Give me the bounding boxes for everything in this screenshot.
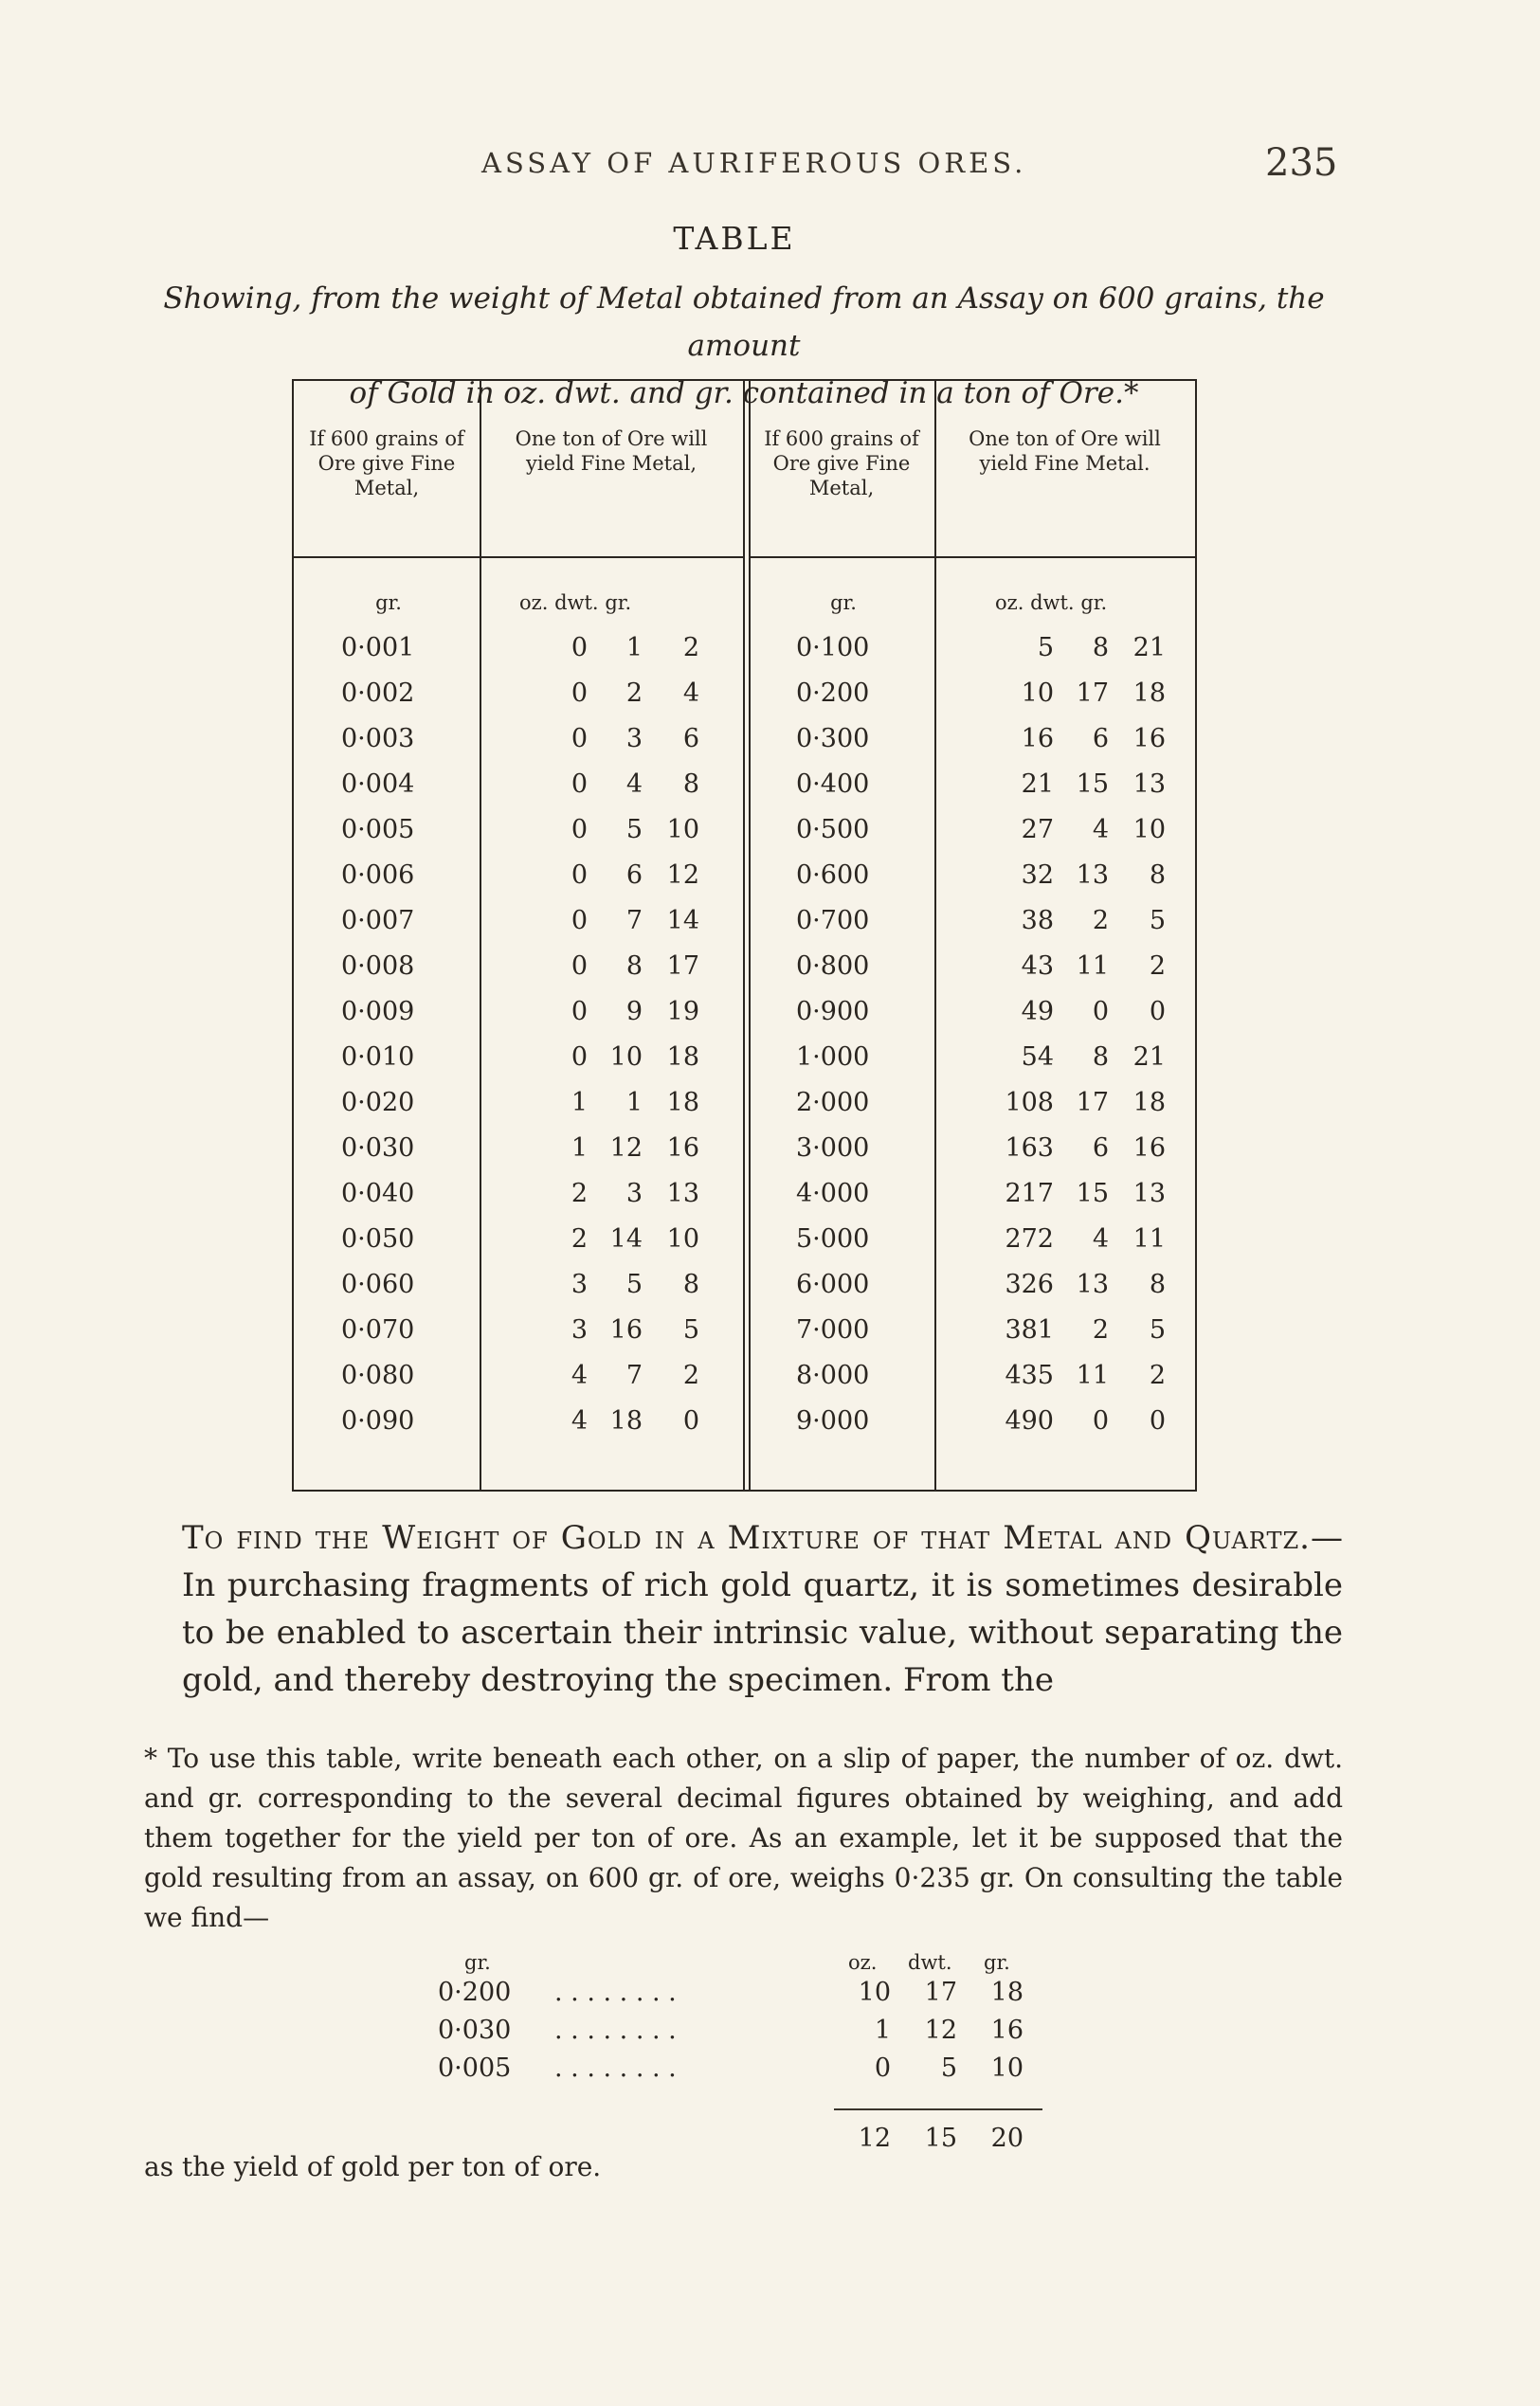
table-cell-gr: 18 (666, 1088, 699, 1117)
right-metal-column (796, 625, 891, 1444)
table-cell-oz: 54 (1021, 1042, 1054, 1072)
table-cell-metal: 0·009 (341, 997, 415, 1026)
table-cell-dwt: 11 (1076, 951, 1109, 981)
table-cell-dwt: 6 (1092, 1133, 1109, 1163)
table-cell-oz: 21 (1021, 769, 1054, 799)
table-cell-gr: 16 (666, 1133, 699, 1163)
total-gr: 20 (990, 2124, 1024, 2153)
table-cell-metal: 0·600 (796, 860, 870, 890)
table-cell-dwt: 5 (625, 815, 643, 844)
table-cell-gr: 10 (666, 1224, 699, 1254)
table-row-yield (510, 1080, 699, 1126)
table-cell-metal: 0·008 (341, 951, 415, 981)
example-metal: 0·005 (438, 2053, 512, 2083)
table-row-yield (976, 1399, 1166, 1444)
table-cell-dwt: 5 (625, 1270, 643, 1299)
table-cell-oz: 27 (1021, 815, 1054, 844)
table-cell-metal: 0·200 (796, 678, 870, 708)
table-cell-oz: 0 (571, 1042, 588, 1072)
header-right-yield: One ton of Ore will yield Fine Metal. (969, 427, 1161, 475)
table-cell-dwt: 14 (609, 1224, 643, 1254)
table-cell-gr: 21 (1132, 633, 1166, 662)
example-unit-gr: gr. (464, 1951, 491, 1974)
unit-grains: gr. (375, 591, 402, 614)
unit-oz-dwt-gr: oz. dwt. gr. (995, 591, 1108, 614)
example-dwt: 5 (940, 2053, 957, 2083)
table-cell-metal: 0·005 (341, 815, 415, 844)
table-row-yield (510, 1399, 699, 1444)
table-cell-oz: 163 (1005, 1133, 1054, 1163)
table-cell-metal: 0·300 (796, 724, 870, 753)
example-metal: 0·200 (438, 1978, 512, 2007)
table-cell-oz: 3 (571, 1315, 588, 1345)
table-cell-dwt: 4 (1092, 1224, 1109, 1254)
table-cell-dwt: 2 (1092, 906, 1109, 935)
table-row-yield (510, 1126, 699, 1171)
unit-oz-dwt-gr: oz. dwt. gr. (519, 591, 632, 614)
table-cell-dwt: 13 (1076, 860, 1109, 890)
table-cell-dwt: 3 (625, 724, 643, 753)
table-cell-metal: 7·000 (796, 1315, 870, 1345)
table-cell-oz: 0 (571, 951, 588, 981)
table-row-yield (510, 989, 699, 1035)
table-cell-oz: 0 (571, 906, 588, 935)
table-row-yield (510, 944, 699, 989)
table-cell-oz: 2 (571, 1224, 588, 1254)
table-cell-metal: 0·001 (341, 633, 415, 662)
table-cell-gr: 4 (682, 678, 699, 708)
running-title: ASSAY OF AURIFEROUS ORES. (481, 147, 1027, 179)
table-cell-dwt: 3 (625, 1179, 643, 1208)
table-cell-oz: 49 (1021, 997, 1054, 1026)
table-row-yield (976, 1308, 1166, 1353)
table-cell-gr: 18 (666, 1042, 699, 1072)
example-dwt: 17 (924, 1978, 957, 2007)
table-cell-gr: 12 (666, 860, 699, 890)
table-cell-dwt: 10 (609, 1042, 643, 1072)
table-cell-metal: 2·000 (796, 1088, 870, 1117)
table-cell-metal: 0·100 (796, 633, 870, 662)
table-cell-dwt: 7 (625, 1361, 643, 1390)
section-heading: To find the Weight of Gold in a Mixture of that Metal and Quartz. (182, 1519, 1311, 1557)
table-cell-oz: 38 (1021, 906, 1054, 935)
example-metal: 0·030 (438, 2016, 512, 2045)
table-cell-oz: 4 (571, 1361, 588, 1390)
table-cell-metal: 0·003 (341, 724, 415, 753)
table-row-yield (976, 1353, 1166, 1399)
table-cell-dwt: 13 (1076, 1270, 1109, 1299)
table-cell-metal: 4·000 (796, 1179, 870, 1208)
table-cell-dwt: 0 (1092, 1406, 1109, 1436)
table-cell-oz: 0 (571, 633, 588, 662)
table-cell-metal: 0·080 (341, 1361, 415, 1390)
table-cell-gr: 13 (1132, 1179, 1166, 1208)
table-cell-dwt: 8 (625, 951, 643, 981)
table-cell-metal: 0·020 (341, 1088, 415, 1117)
table-cell-gr: 21 (1132, 1042, 1166, 1072)
page-number: 235 (1265, 141, 1338, 185)
table-cell-oz: 10 (1021, 678, 1054, 708)
table-row-yield (976, 625, 1166, 671)
table-row-yield (510, 671, 699, 716)
table-cell-gr: 0 (1149, 1406, 1166, 1436)
table-cell-metal: 0·800 (796, 951, 870, 981)
table-cell-oz: 0 (571, 678, 588, 708)
paragraph-text: —In purchasing fragments of rich gold quartz, it is sometimes desirable to be enabled to ascertain their intrinsic value, without separating the gold, and thereby destroying the specimen. From the (182, 1519, 1343, 1699)
table-cell-oz: 381 (1005, 1315, 1054, 1345)
total-dwt: 15 (924, 2124, 957, 2153)
table-row-yield (510, 898, 699, 944)
table-row-yield (976, 1217, 1166, 1262)
table-row-yield (510, 625, 699, 671)
table-row-yield (976, 716, 1166, 762)
example-dots: . . . . . . . . (554, 1978, 677, 2007)
table-cell-dwt: 6 (1092, 724, 1109, 753)
table-cell-gr: 2 (1149, 1361, 1166, 1390)
table-cell-oz: 43 (1021, 951, 1054, 981)
table-cell-oz: 2 (571, 1179, 588, 1208)
table-cell-metal: 0·006 (341, 860, 415, 890)
table-cell-metal: 6·000 (796, 1270, 870, 1299)
example-dots: . . . . . . . . (554, 2016, 677, 2045)
table-cell-oz: 3 (571, 1270, 588, 1299)
table-cell-dwt: 0 (1092, 997, 1109, 1026)
table-row-yield (976, 1035, 1166, 1080)
table-row-yield (510, 1353, 699, 1399)
table-title: TABLE (673, 220, 796, 257)
header-rule (294, 556, 743, 558)
column-divider (743, 381, 745, 1490)
page-header (0, 141, 1540, 185)
table-row-yield (976, 807, 1166, 853)
table-cell-oz: 108 (1005, 1088, 1054, 1117)
table-cell-oz: 4 (571, 1406, 588, 1436)
table-cell-dwt: 4 (1092, 815, 1109, 844)
table-cell-dwt: 16 (609, 1315, 643, 1345)
body-paragraph (182, 1514, 1343, 1704)
table-cell-dwt: 18 (609, 1406, 643, 1436)
table-cell-oz: 0 (571, 860, 588, 890)
table-cell-dwt: 15 (1076, 1179, 1109, 1208)
table-row-yield (976, 1171, 1166, 1217)
column-divider (934, 381, 936, 1490)
table-cell-dwt: 6 (625, 860, 643, 890)
table-row-yield (510, 762, 699, 807)
table-row-yield (976, 898, 1166, 944)
table-cell-gr: 5 (682, 1315, 699, 1345)
header-right-metal: If 600 grains of Ore give Fine Metal, (764, 427, 919, 499)
example-dwt: 12 (924, 2016, 957, 2045)
table-cell-oz: 0 (571, 997, 588, 1026)
table-cell-metal: 0·900 (796, 997, 870, 1026)
table-cell-gr: 2 (682, 633, 699, 662)
table-cell-dwt: 7 (625, 906, 643, 935)
table-cell-gr: 2 (682, 1361, 699, 1390)
footnote: * To use this table, write beneath each other, on a slip of paper, the number of oz. dwt. and gr. corresponding to the several decimal figures obtained by weighing, and add them together for the yield per ton of ore. As an example, let it be supposed that the gold resulting from an assay, on 600 gr. of ore, weighs 0·235 gr. On consulting the table we find— (144, 1743, 1343, 1933)
table-cell-dwt: 8 (1092, 633, 1109, 662)
total-oz: 12 (858, 2124, 891, 2153)
table-cell-oz: 32 (1021, 860, 1054, 890)
table-cell-metal: 0·002 (341, 678, 415, 708)
table-cell-oz: 1 (571, 1088, 588, 1117)
caption-line-1: Showing, from the weight of Metal obtained from an Assay on 600 grains, the amount (163, 281, 1325, 363)
table-row-yield (976, 1262, 1166, 1308)
table-cell-oz: 490 (1005, 1406, 1054, 1436)
table-row-yield (976, 762, 1166, 807)
left-metal-column (341, 625, 436, 1444)
example-unit-gr2: gr. (984, 1951, 1010, 1974)
header-rule (749, 556, 1195, 558)
table-cell-dwt: 1 (625, 1088, 643, 1117)
table-cell-dwt: 1 (625, 633, 643, 662)
table-cell-metal: 0·060 (341, 1270, 415, 1299)
column-divider (480, 381, 481, 1490)
table-cell-metal: 9·000 (796, 1406, 870, 1436)
table-cell-gr: 14 (666, 906, 699, 935)
example-oz: 10 (858, 1978, 891, 2007)
table-row-yield (976, 853, 1166, 898)
table-row-yield (510, 1171, 699, 1217)
right-yield-column (976, 625, 1166, 1444)
table-cell-metal: 1·000 (796, 1042, 870, 1072)
left-yield-column (510, 625, 699, 1444)
table-cell-metal: 0·030 (341, 1133, 415, 1163)
table-cell-gr: 13 (1132, 769, 1166, 799)
table-row-yield (976, 1126, 1166, 1171)
table-cell-gr: 8 (1149, 860, 1166, 890)
caption-line-2: of Gold in oz. dwt. and gr. contained in a ton of Ore.* (349, 376, 1139, 410)
table-cell-gr: 5 (1149, 906, 1166, 935)
table-cell-dwt: 17 (1076, 1088, 1109, 1117)
table-cell-oz: 16 (1021, 724, 1054, 753)
table-cell-oz: 0 (571, 724, 588, 753)
footnote-example (0, 1943, 1540, 2153)
table-cell-gr: 2 (1149, 951, 1166, 981)
table-cell-metal: 0·040 (341, 1179, 415, 1208)
table-cell-gr: 0 (682, 1406, 699, 1436)
table-row-yield (510, 1035, 699, 1080)
table-cell-metal: 0·090 (341, 1406, 415, 1436)
table-row-yield (510, 1262, 699, 1308)
table-cell-oz: 435 (1005, 1361, 1054, 1390)
table-row-yield (976, 989, 1166, 1035)
table-row-yield (510, 853, 699, 898)
table-cell-oz: 0 (571, 815, 588, 844)
table-cell-gr: 11 (1132, 1224, 1166, 1254)
table-cell-dwt: 2 (625, 678, 643, 708)
table-cell-gr: 17 (666, 951, 699, 981)
table-cell-oz: 5 (1037, 633, 1054, 662)
table-cell-gr: 18 (1132, 678, 1166, 708)
table-cell-oz: 1 (571, 1133, 588, 1163)
example-gr: 10 (990, 2053, 1024, 2083)
header-left-metal: If 600 grains of Ore give Fine Metal, (309, 427, 464, 499)
example-gr: 16 (990, 2016, 1024, 2045)
table-cell-metal: 0·500 (796, 815, 870, 844)
table-cell-oz: 217 (1005, 1179, 1054, 1208)
table-cell-gr: 13 (666, 1179, 699, 1208)
table-cell-dwt: 8 (1092, 1042, 1109, 1072)
table-cell-metal: 0·070 (341, 1315, 415, 1345)
table-row-yield (510, 1308, 699, 1353)
example-oz: 1 (874, 2016, 891, 2045)
gold-yield-table (292, 379, 1197, 1492)
table-row-yield (510, 807, 699, 853)
table-cell-gr: 16 (1132, 1133, 1166, 1163)
table-cell-gr: 5 (1149, 1315, 1166, 1345)
table-cell-gr: 19 (666, 997, 699, 1026)
table-row-yield (510, 716, 699, 762)
table-cell-dwt: 9 (625, 997, 643, 1026)
table-cell-metal: 5·000 (796, 1224, 870, 1254)
table-cell-gr: 16 (1132, 724, 1166, 753)
unit-grains: gr. (830, 591, 857, 614)
table-cell-gr: 18 (1132, 1088, 1166, 1117)
sum-rule (834, 2108, 1042, 2110)
table-cell-dwt: 11 (1076, 1361, 1109, 1390)
table-cell-dwt: 17 (1076, 678, 1109, 708)
table-cell-gr: 0 (1149, 997, 1166, 1026)
table-row-yield (976, 1080, 1166, 1126)
table-cell-metal: 0·400 (796, 769, 870, 799)
table-cell-oz: 326 (1005, 1270, 1054, 1299)
header-left-yield: One ton of Ore will yield Fine Metal, (515, 427, 708, 475)
table-cell-metal: 8·000 (796, 1361, 870, 1390)
table-cell-metal: 0·700 (796, 906, 870, 935)
table-cell-metal: 0·007 (341, 906, 415, 935)
table-cell-metal: 3·000 (796, 1133, 870, 1163)
table-cell-gr: 8 (1149, 1270, 1166, 1299)
table-cell-gr: 8 (682, 769, 699, 799)
example-gr: 18 (990, 1978, 1024, 2007)
example-oz: 0 (874, 2053, 891, 2083)
table-cell-gr: 10 (666, 815, 699, 844)
table-cell-gr: 8 (682, 1270, 699, 1299)
table-row-yield (976, 671, 1166, 716)
table-row-yield (510, 1217, 699, 1262)
table-cell-gr: 10 (1132, 815, 1166, 844)
table-cell-dwt: 15 (1076, 769, 1109, 799)
footnote-closing: as the yield of gold per ton of ore. (144, 2151, 602, 2182)
table-cell-gr: 6 (682, 724, 699, 753)
example-unit-dwt: dwt. (908, 1951, 952, 1974)
column-divider (749, 381, 751, 1490)
table-cell-dwt: 4 (625, 769, 643, 799)
table-cell-metal: 0·050 (341, 1224, 415, 1254)
table-cell-oz: 0 (571, 769, 588, 799)
table-cell-dwt: 2 (1092, 1315, 1109, 1345)
example-unit-oz: oz. (848, 1951, 878, 1974)
table-row-yield (976, 944, 1166, 989)
table-cell-metal: 0·004 (341, 769, 415, 799)
example-dots: . . . . . . . . (554, 2053, 677, 2083)
table-cell-metal: 0·010 (341, 1042, 415, 1072)
table-cell-dwt: 12 (609, 1133, 643, 1163)
table-cell-oz: 272 (1005, 1224, 1054, 1254)
